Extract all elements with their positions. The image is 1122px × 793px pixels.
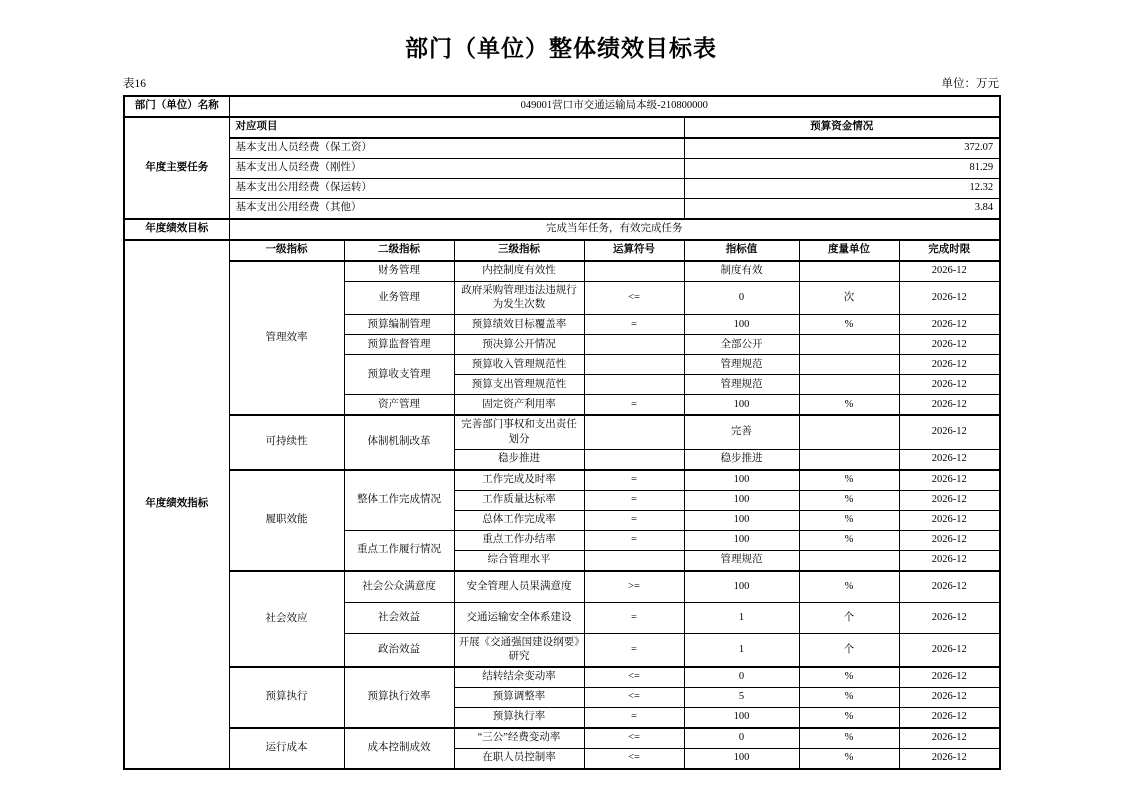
indicator-value: 全部公开 [684,335,799,355]
dept-name-value: 049001营口市交通运输局本级-210800000 [229,96,1000,117]
indicator-level3: 工作质量达标率 [454,490,584,510]
indicator-operator: = [584,530,684,550]
task-item: 基本支出公用经费（其他） [229,199,684,220]
indicator-level2: 财务管理 [344,261,454,282]
indicator-unit: % [799,395,899,416]
section-label-tasks: 年度主要任务 [124,117,229,219]
indicator-operator [584,449,684,470]
indicator-value: 管理规范 [684,375,799,395]
indicator-deadline: 2026-12 [899,728,1000,749]
indicator-level3: “三公”经费变动率 [454,728,584,749]
indicator-level3: 稳步推进 [454,449,584,470]
indicator-unit [799,335,899,355]
task-amount: 372.07 [684,138,1000,159]
indicator-operator [584,550,684,571]
indicator-level3: 内控制度有效性 [454,261,584,282]
task-amount: 81.29 [684,159,1000,179]
performance-target-table [123,95,1001,770]
indicator-value: 0 [684,728,799,749]
section-label-goal: 年度绩效目标 [124,219,229,240]
table-row [124,261,1000,282]
column-header-unit: 度量单位 [799,240,899,261]
indicator-value: 完善 [684,415,799,449]
indicator-unit: % [799,315,899,335]
task-item: 基本支出人员经费（保工资） [229,138,684,159]
table-row [124,219,1000,240]
task-item: 基本支出公用经费（保运转） [229,179,684,199]
indicator-deadline: 2026-12 [899,449,1000,470]
indicator-value: 制度有效 [684,261,799,282]
task-amount: 3.84 [684,199,1000,220]
indicator-unit: % [799,667,899,688]
indicator-value: 100 [684,708,799,729]
indicator-level2: 社会公众满意度 [344,571,454,603]
indicator-level2: 预算编制管理 [344,315,454,335]
indicator-level2: 预算监督管理 [344,335,454,355]
indicator-operator: = [584,395,684,416]
indicator-deadline: 2026-12 [899,667,1000,688]
column-header-level3: 三级指标 [454,240,584,261]
indicator-unit [799,415,899,449]
indicator-level1: 运行成本 [229,728,344,769]
table-row [124,138,1000,159]
indicator-deadline: 2026-12 [899,470,1000,491]
indicator-operator [584,335,684,355]
indicator-unit [799,355,899,375]
table-row [124,117,1000,138]
indicator-level2: 体制机制改革 [344,415,454,469]
indicator-level3: 总体工作完成率 [454,510,584,530]
indicator-value: 100 [684,510,799,530]
indicator-operator: <= [584,282,684,315]
indicator-level3: 预决算公开情况 [454,335,584,355]
indicator-level3: 预算绩效目标覆盖率 [454,315,584,335]
indicator-deadline: 2026-12 [899,633,1000,667]
indicator-unit: % [799,688,899,708]
indicator-operator [584,355,684,375]
page-title: 部门（单位）整体绩效目标表 [405,35,717,61]
indicator-unit: % [799,470,899,491]
indicator-operator: = [584,708,684,729]
indicator-level2: 政治效益 [344,633,454,667]
indicator-operator: <= [584,688,684,708]
indicator-deadline: 2026-12 [899,315,1000,335]
indicator-level1: 管理效率 [229,261,344,415]
column-header-value: 指标值 [684,240,799,261]
indicator-level2: 整体工作完成情况 [344,470,454,531]
table-row [124,667,1000,688]
indicator-level3: 预算执行率 [454,708,584,729]
indicator-operator: >= [584,571,684,603]
indicator-operator: = [584,510,684,530]
indicator-value: 100 [684,470,799,491]
indicator-value: 1 [684,633,799,667]
meta-row [123,75,999,91]
indicator-level2: 重点工作履行情况 [344,530,454,571]
indicator-level2: 业务管理 [344,282,454,315]
column-header-level2: 二级指标 [344,240,454,261]
indicator-level3: 预算收入管理规范性 [454,355,584,375]
indicator-deadline: 2026-12 [899,602,1000,633]
indicator-operator: <= [584,667,684,688]
indicator-level1: 社会效应 [229,571,344,667]
indicator-operator: = [584,633,684,667]
indicator-unit: 个 [799,633,899,667]
indicator-level1: 可持续性 [229,415,344,469]
indicator-unit: % [799,749,899,770]
indicator-level3: 结转结余变动率 [454,667,584,688]
table-row [124,179,1000,199]
indicator-level2: 预算执行效率 [344,667,454,728]
indicator-level2: 资产管理 [344,395,454,416]
table-row [124,470,1000,491]
indicator-operator [584,261,684,282]
unit-note: 单位：万元 [941,78,999,90]
indicator-value: 100 [684,571,799,603]
goal-value: 完成当年任务，有效完成任务 [229,219,1000,240]
column-header-level1: 一级指标 [229,240,344,261]
indicator-operator: <= [584,728,684,749]
indicator-unit: 个 [799,602,899,633]
indicator-deadline: 2026-12 [899,550,1000,571]
indicator-unit [799,449,899,470]
indicator-level3: 交通运输安全体系建设 [454,602,584,633]
table-row [124,199,1000,220]
indicator-value: 5 [684,688,799,708]
indicator-unit [799,550,899,571]
indicator-level3: 预算调整率 [454,688,584,708]
task-amount: 12.32 [684,179,1000,199]
indicator-deadline: 2026-12 [899,708,1000,729]
indicator-value: 100 [684,315,799,335]
indicator-value: 100 [684,395,799,416]
indicator-level2: 社会效益 [344,602,454,633]
task-item: 基本支出人员经费（刚性） [229,159,684,179]
indicator-level3: 重点工作办结率 [454,530,584,550]
indicator-unit: % [799,530,899,550]
indicator-level1: 预算执行 [229,667,344,728]
indicator-level3: 安全管理人员果满意度 [454,571,584,603]
indicator-unit [799,375,899,395]
indicator-operator: = [584,315,684,335]
indicator-operator: <= [584,749,684,770]
indicator-operator: = [584,470,684,491]
indicator-level3: 开展《交通强国建设纲要》研究 [454,633,584,667]
indicator-unit: % [799,728,899,749]
indicator-value: 管理规范 [684,550,799,571]
indicator-deadline: 2026-12 [899,395,1000,416]
indicator-deadline: 2026-12 [899,261,1000,282]
indicator-level3: 在职人员控制率 [454,749,584,770]
indicator-value: 100 [684,749,799,770]
indicator-operator: = [584,490,684,510]
table-row [124,159,1000,179]
indicator-value: 管理规范 [684,355,799,375]
indicator-level2: 预算收支管理 [344,355,454,395]
indicator-unit: % [799,708,899,729]
indicator-deadline: 2026-12 [899,530,1000,550]
indicator-value: 100 [684,530,799,550]
indicator-deadline: 2026-12 [899,415,1000,449]
indicator-deadline: 2026-12 [899,688,1000,708]
indicator-deadline: 2026-12 [899,510,1000,530]
table-row [124,415,1000,449]
column-header-operator: 运算符号 [584,240,684,261]
table-row [124,728,1000,749]
table-row [124,240,1000,261]
indicator-level3: 完善部门事权和支出责任划分 [454,415,584,449]
indicator-value: 1 [684,602,799,633]
indicator-deadline: 2026-12 [899,749,1000,770]
section-label-indicators: 年度绩效指标 [124,240,229,769]
table-row [124,571,1000,603]
indicator-value: 稳步推进 [684,449,799,470]
indicator-deadline: 2026-12 [899,571,1000,603]
indicator-deadline: 2026-12 [899,282,1000,315]
table-row [124,96,1000,117]
column-header-budget: 预算资金情况 [684,117,1000,138]
indicator-level3: 预算支出管理规范性 [454,375,584,395]
indicator-level3: 综合管理水平 [454,550,584,571]
indicator-value: 0 [684,282,799,315]
indicator-level2: 成本控制成效 [344,728,454,769]
column-header-item: 对应项目 [229,117,684,138]
indicator-value: 0 [684,667,799,688]
indicator-unit: % [799,510,899,530]
indicator-level3: 工作完成及时率 [454,470,584,491]
indicator-value: 100 [684,490,799,510]
indicator-operator [584,415,684,449]
indicator-deadline: 2026-12 [899,490,1000,510]
indicator-level3: 固定资产利用率 [454,395,584,416]
indicator-unit: % [799,571,899,603]
indicator-deadline: 2026-12 [899,355,1000,375]
indicator-level3: 政府采购管理违法违规行为发生次数 [454,282,584,315]
indicator-operator: = [584,602,684,633]
indicator-deadline: 2026-12 [899,335,1000,355]
indicator-unit [799,261,899,282]
indicator-deadline: 2026-12 [899,375,1000,395]
dept-name-label: 部门（单位）名称 [124,96,229,117]
indicator-level1: 履职效能 [229,470,344,571]
table-number: 表16 [123,78,146,90]
indicator-unit: 次 [799,282,899,315]
column-header-deadline: 完成时限 [899,240,1000,261]
indicator-unit: % [799,490,899,510]
indicator-operator [584,375,684,395]
